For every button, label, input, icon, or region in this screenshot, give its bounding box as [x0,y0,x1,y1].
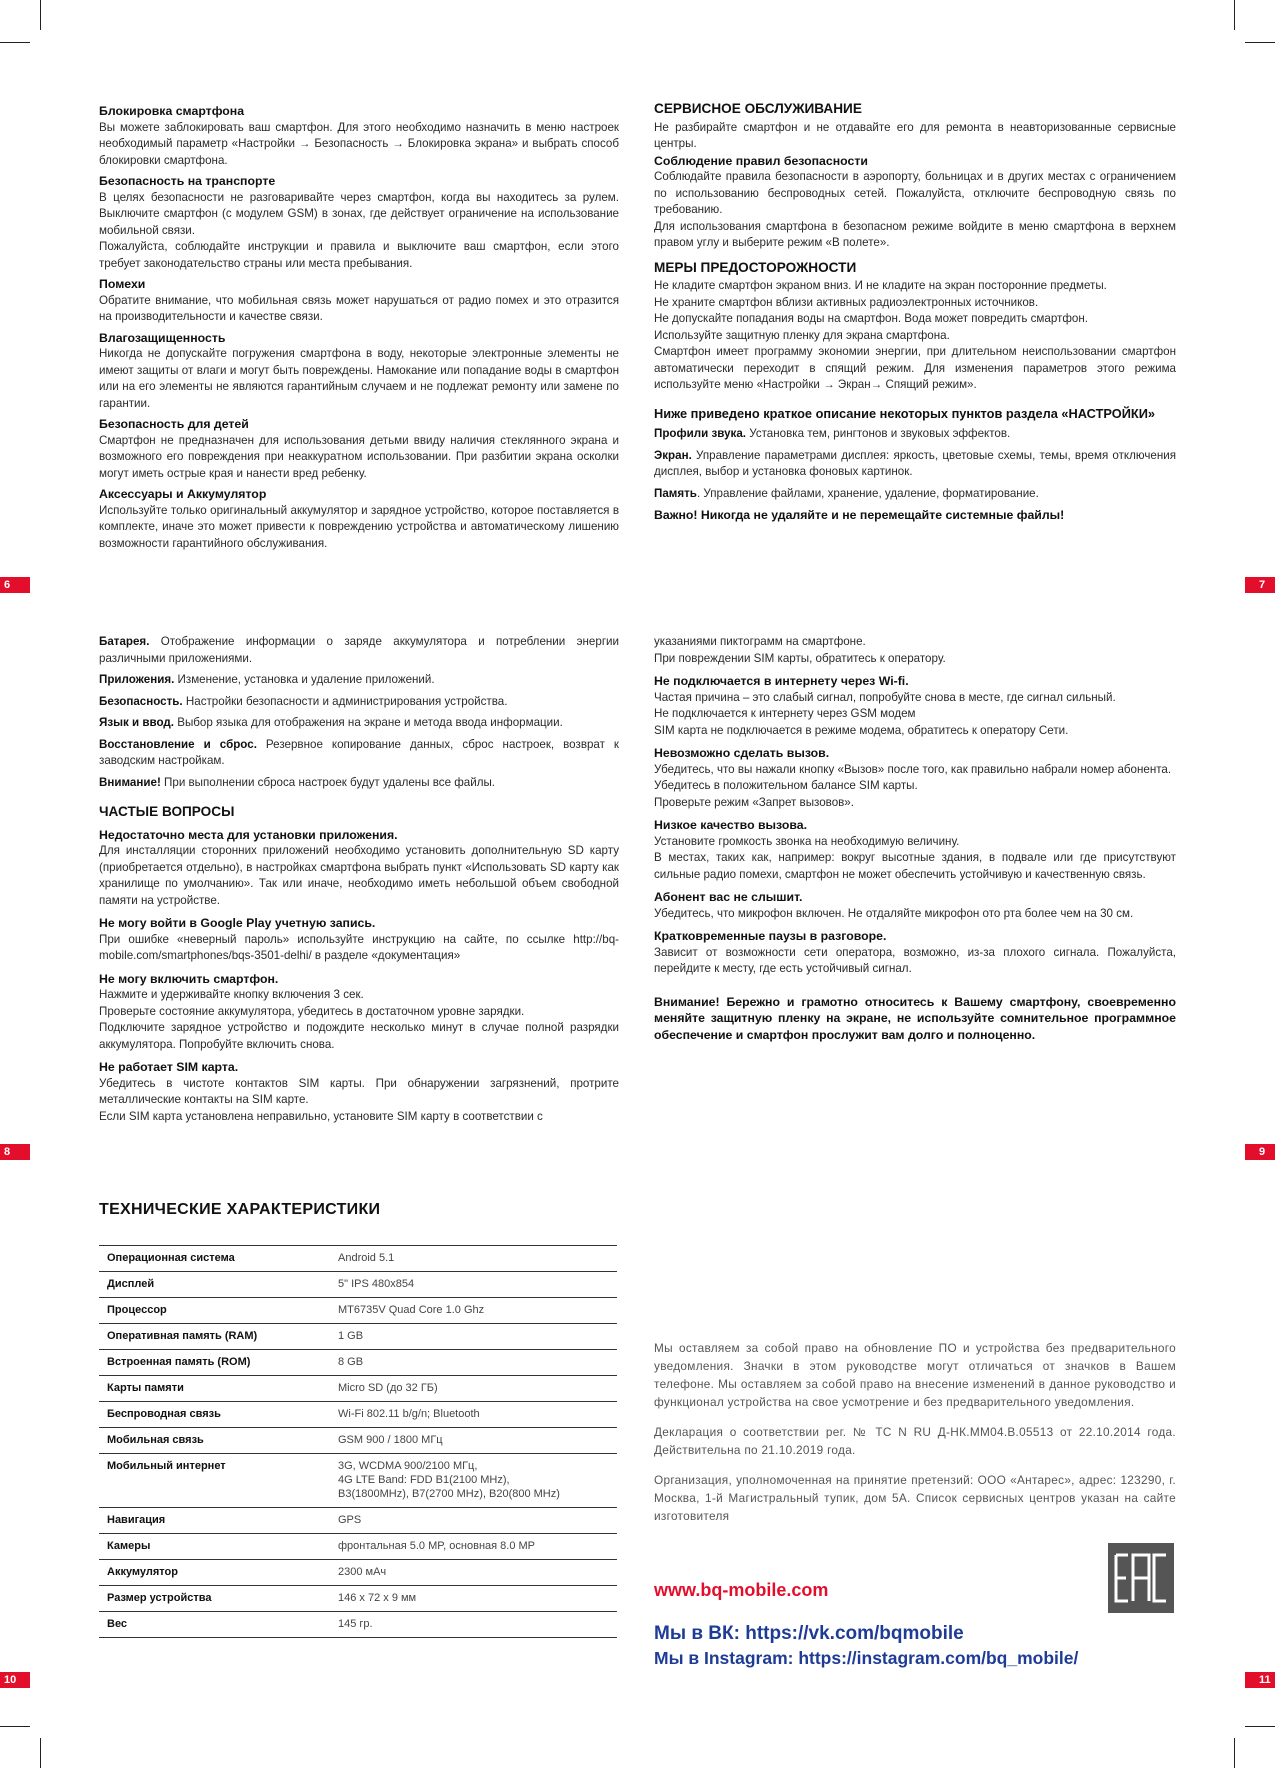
website-link[interactable]: www.bq-mobile.com [654,1580,829,1600]
precaution-item: Не храните смартфон вблизи активных радиоэлектронных источников. [654,295,1039,309]
settings-desc: Выбор языка для отображения на экране и метода ввода информации. [173,716,563,729]
legal-paragraph: Организация, уполномоченная на принятие претензий: ООО «Антарес», адрес: 123290, г. Москва, 1-й Магистральный тупик, дом 5А. Список сервисных центров указан на сайте изготовителя [654,1473,1176,1523]
legal-notes [654,1339,1176,1537]
faq-question: Низкое качество вызова. [654,818,808,832]
faq-answer: Зависит от возможности сети оператора, возможно, из-за плохого сигнала. Пожалуйста, перейдите к месту, где есть устойчивый сигнал. [654,945,1176,975]
spec-key: Вес [99,1612,330,1638]
page-number-11: 11 [1245,1672,1275,1688]
faq-answer: Убедитесь, что микрофон включен. Не отдаляйте микрофон ото рта более чем на 30 см. [654,906,1134,920]
settings-item [99,737,619,770]
spec-key: Беспроводная связь [99,1402,330,1428]
spec-value: 5" IPS 480x854 [330,1272,617,1298]
section-heading: Аксессуары и Аккумулятор [99,487,267,501]
faq-answer: В местах, таких как, например: вокруг высотные здания, в подвале или где присутствуют сильные радио помехи, смартфон не может обеспечить устойчивую и качественную связь. [654,851,1176,881]
section-text: Вы можете заблокировать ваш смартфон. Для этого необходимо назначить в меню настроек необходимый параметр «Настройки → Безопасность → Блокировка экрана» и выбрать способ блокировки смартфона. [99,120,619,167]
settings-term: Приложения. [99,673,175,686]
settings-item [99,715,619,732]
settings-desc: . Управление файлами, хранение, удаление, форматирование. [696,486,1039,500]
precaution-item: Смартфон имеет программу экономии энергии, при длительном неиспользовании смартфон автоматически переходит в спящий режим. Для изменения параметров этого режима используйте меню «Настройки → Экран→ Спящий режим». [654,345,1176,391]
spec-key: Мобильный интернет [99,1454,330,1508]
continued-line: При повреждении SIM карты, обратитесь к оператору. [654,651,946,665]
spec-value: 146 x 72 x 9 мм [330,1586,617,1612]
settings-desc: При выполнении сброса настроек будут удалены все файлы. [160,775,496,789]
settings-term: Безопасность. [99,694,183,708]
section-heading: Безопасность для детей [99,417,249,431]
settings-intro: Ниже приведено краткое описание некоторых пунктов раздела «НАСТРОЙКИ» [654,405,1156,421]
spec-key: Камеры [99,1534,330,1560]
spec-row [99,1376,617,1402]
service-text: Не разбирайте смартфон и не отдавайте его для ремонта в неавторизованные сервисные центры. [654,120,1176,150]
crop-mark [0,42,30,43]
page-number-9: 9 [1245,1144,1275,1160]
section-text: Используйте только оригинальный аккумулятор и зарядное устройство, которое поставляется в комплекте, иначе это может привести к повреждению устройства и автоматическому лишению возможности гарантийного обслуживания. [99,503,619,550]
settings-list [654,426,1176,502]
precaution-item: Используйте защитную пленку для экрана смартфона. [654,328,950,342]
faq-answer: Установите громкость звонка на необходимую величину. [654,834,960,848]
spec-row [99,1402,617,1428]
faq-question: Кратковременные паузы в разговоре. [654,929,887,943]
page-9-column [654,634,1176,1043]
specs-table [99,1246,617,1638]
page-6-column [99,103,619,552]
spec-row [99,1508,617,1534]
page-7-column [654,101,1176,524]
section-text: Пожалуйста, соблюдайте инструкции и правила и выключите ваш смартфон, если этого требует законодательство страны или места пребывания. [99,240,619,270]
settings-term: Язык и ввод. [99,716,174,729]
settings-desc: Настройки безопасности и администрирования устройства. [182,694,508,708]
section-text: В целях безопасности не разговаривайте через смартфон, когда вы находитесь за рулем. Выключите смартфон (с модулем GSM) в зонах, где действует ограничение на использование мобильной связи. [99,190,619,237]
faq-answer: Убедитесь в положительном балансе SIM карты. [654,779,918,792]
crop-mark [40,0,41,30]
spec-row [99,1272,617,1298]
spec-key: Дисплей [99,1272,330,1298]
settings-term: Профили звука. [654,427,747,440]
page-number-8: 8 [0,1144,30,1160]
spec-row [99,1428,617,1454]
settings-desc: Управление параметрами дисплея: яркость, цветовые схемы, темы, время отключения дисплея, выбор и установка фоновых картинок. [654,448,1176,478]
spec-key: Размер устройства [99,1586,330,1612]
faq-question: Не могу войти в Google Play учетную запись. [99,916,376,930]
settings-desc: Установка тем, рингтонов и звуковых эффектов. [746,427,1011,440]
settings-term: Экран. [654,448,692,462]
spec-row [99,1612,617,1638]
precautions-title: МЕРЫ ПРЕДОСТОРОЖНОСТИ [654,259,857,275]
page-8-column [99,634,619,1125]
settings-list [99,634,619,791]
safety-heading: Соблюдение правил безопасности [654,153,868,168]
settings-term: Память [654,486,697,500]
precautions-list [654,278,1176,394]
specs-table-wrap [99,1245,617,1638]
faq-answer: Не подключается к интернету через GSM модем [654,707,916,720]
faq-title: ЧАСТЫЕ ВОПРОСЫ [99,804,235,819]
safety-text: Для использования смартфона в безопасном режиме войдите в меню смартфона в верхнем правом углу и выберите режим «В полете». [654,219,1176,249]
section-text: Обратите внимание, что мобильная связь может нарушаться от радио помех и это отразится на производительности и качестве связи. [99,293,619,323]
page-number-10: 10 [0,1672,30,1688]
spec-value: 1 GB [330,1324,617,1350]
faq-question: Недостаточно места для установки приложения. [99,827,398,842]
faq-answer: Убедитесь, что вы нажали кнопку «Вызов» после того, как правильно набрали номер абонента. [654,762,1172,776]
final-warning: Внимание! Бережно и грамотно относитесь к Вашему смартфону, своевременно меняйте защитную пленку на экране, не используйте сомнительное программное обеспечение и смартфон прослужит вам долго и полноценно. [654,994,1176,1042]
spec-value: 8 GB [330,1350,617,1376]
faq-answer: Нажмите и удерживайте кнопку включения 3 сек. [99,988,364,1001]
settings-item [99,672,619,689]
spec-value: 145 гр. [330,1612,617,1638]
service-title: СЕРВИСНОЕ ОБСЛУЖИВАНИЕ [654,101,862,116]
faq-answer: SIM карта не подключается в режиме модема, обратитесь к оператору Сети. [654,723,1069,737]
spec-value: Micro SD (до 32 ГБ) [330,1376,617,1402]
faq-question: Абонент вас не слышит. [654,890,803,904]
continued-line: указаниями пиктограмм на смартфоне. [654,635,866,648]
settings-item [654,448,1176,481]
settings-desc: Изменение, установка и удаление приложений. [174,673,435,686]
vk-link[interactable]: Мы в ВК: https://vk.com/bqmobile [654,1623,964,1644]
settings-item [654,426,1176,443]
legal-paragraph: Декларация о соответствии рег. № ТС N RU Д-НК.ММ04.В.05513 от 22.10.2014 года. Действительна по 21.10.2019 года. [654,1425,1176,1457]
crop-mark [40,1738,41,1768]
spec-value: Wi-Fi 802.11 b/g/n; Bluetooth [330,1402,617,1428]
spec-key: Процессор [99,1298,330,1324]
section-heading: Блокировка смартфона [99,104,245,118]
crop-mark [1234,1738,1235,1768]
spec-row [99,1534,617,1560]
system-files-warning: Важно! Никогда не удаляйте и не перемещайте системные файлы! [654,508,1065,522]
crop-mark [1245,1726,1275,1727]
faq-question: Не работает SIM карта. [99,1060,239,1074]
spec-key: Оперативная память (RAM) [99,1324,330,1350]
faq-list [99,827,619,1126]
precaution-item: Не кладите смартфон экраном вниз. И не кладите на экран посторонние предметы. [654,279,1107,292]
spec-value: Android 5.1 [330,1246,617,1272]
spec-row [99,1350,617,1376]
continued-text [654,634,1176,667]
spec-key: Навигация [99,1508,330,1534]
spec-value: GSM 900 / 1800 МГц [330,1428,617,1454]
faq-answer: Подключите зарядное устройство и подождите несколько минут в случае полной разрядки аккумулятора. Попробуйте включить снова. [99,1021,619,1051]
spec-value: GPS [330,1508,617,1534]
settings-item [99,634,619,667]
settings-desc: Отображение информации о заряде аккумулятора и потреблении энергии различными приложениями. [99,635,619,665]
eac-logo-icon [1108,1543,1174,1613]
section-heading: Помехи [99,277,146,291]
specs-title: ТЕХНИЧЕСКИЕ ХАРАКТЕРИСТИКИ [99,1201,381,1218]
safety-text: Соблюдайте правила безопасности в аэропорту, больницах и в других местах с ограничением по использованию беспроводных сетей. Пожалуйста, отключите беспроводную связь по требованию. [654,170,1176,216]
spec-key: Встроенная память (ROM) [99,1350,330,1376]
page-number-7: 7 [1245,577,1275,593]
spec-key: Аккумулятор [99,1560,330,1586]
spec-value: 2300 мАч [330,1560,617,1586]
settings-item [99,775,619,792]
faq-answer: Убедитесь в чистоте контактов SIM карты. При обнаружении загрязнений, протрите металлические контакты на SIM карте. [99,1076,619,1106]
instagram-link[interactable]: Мы в Instagram: https://instagram.com/bq_mobile/ [654,1648,1079,1668]
settings-desc: Резервное копирование данных, сброс настроек, возврат к заводским настройкам. [99,737,620,767]
faq-answer: Частая причина – это слабый сигнал, попробуйте снова в месте, где сигнал сильный. [654,690,1116,704]
faq-answer: Для инсталляции сторонних приложений необходимо установить дополнительную SD карту (приобретается отдельно), в настройках смартфона выбрать пункт «Использовать SD карту как хранилище по умолчанию». Так или иначе, необходимо иметь небольшой объем свободной памяти на устройстве. [99,844,619,907]
page-number-6: 6 [0,577,30,593]
spec-row [99,1298,617,1324]
eac-mark [1108,1543,1174,1613]
spec-key: Операционная система [99,1246,330,1272]
spec-key: Карты памяти [99,1376,330,1402]
section-heading: Влагозащищенность [99,330,226,345]
settings-term: Батарея. [99,635,150,648]
settings-term: Внимание! [99,775,161,789]
spec-row [99,1454,617,1508]
section-text: Никогда не допускайте погружения смартфона в воду, некоторые электронные элементы не имеют защиты от влаги и могут быть повреждены. Намокание или попадание воды в смартфон или на его элементы не являются гарантийным случаем и не подлежат ремонту или замене по гарантии. [99,347,619,410]
spec-value: 3G, WCDMA 900/2100 МГц, 4G LTE Band: FDD B1(2100 MHz), B3(1800MHz), B7(2700 MHz), B20(800 MHz) [330,1454,617,1508]
precaution-item: Не допускайте попадания воды на смартфон. Вода может повредить смартфон. [654,312,1088,325]
faq-question: Не подключается в интернету через Wi-fi. [654,674,909,688]
crop-mark [1234,0,1235,30]
spec-row [99,1246,617,1272]
settings-item [654,486,1176,503]
faq-answer: При ошибке «неверный пароль» используйте инструкцию на сайте, по ссылке http://bq-mobile.com/smartphones/bqs-3501-delhi/ в разделе «документация» [99,932,619,962]
faq-answer: Если SIM карта установлена неправильно, установите SIM карту в соответствии с [99,1109,543,1123]
section-text: Смартфон не предназначен для использования детьми ввиду наличия стеклянного экрана и возможного его повреждения при неаккуратном использовании. При разбитии экрана осколки могут иметь острые края и нанести вред ребенку. [99,433,619,480]
spec-row [99,1560,617,1586]
section-heading: Безопасность на транспорте [99,174,276,188]
faq-answer: Проверьте состояние аккумулятора, убедитесь в достаточном уровне зарядки. [99,1004,525,1018]
crop-mark [1245,42,1275,43]
spec-value: фронтальная 5.0 MP, основная 8.0 MP [330,1534,617,1560]
settings-term: Восстановление и сброс. [99,737,257,751]
faq-question: Не могу включить смартфон. [99,971,279,986]
settings-item [99,694,619,711]
faq-answer: Проверьте режим «Запрет вызовов». [654,795,854,809]
spec-row [99,1586,617,1612]
faq-question: Невозможно сделать вызов. [654,746,830,760]
faq-list [654,673,1176,978]
legal-paragraph: Мы оставляем за собой право на обновление ПО и устройства без предварительного уведомления. Значки в этом руководстве могут отличаться от значков в Вашем телефоне. Мы оставляем за собой право на внесение изменений в данное руководство и функционал устройства на свое усмотрение и без предварительного уведомления. [654,1341,1176,1409]
spec-row [99,1324,617,1350]
spec-key: Мобильная связь [99,1428,330,1454]
crop-mark [0,1726,30,1727]
spec-value: MT6735V Quad Core 1.0 Ghz [330,1298,617,1324]
